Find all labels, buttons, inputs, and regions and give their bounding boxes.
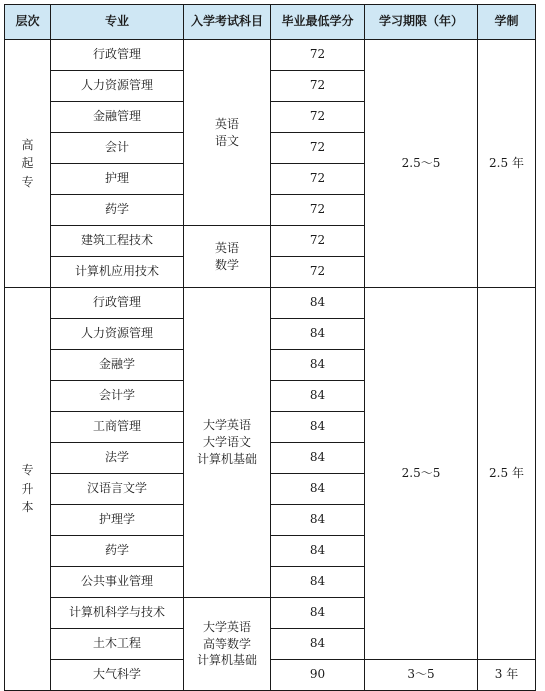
credits-cell: 84 <box>271 443 365 474</box>
major-cell: 护理学 <box>51 505 184 536</box>
major-cell: 药学 <box>51 195 184 226</box>
major-cell: 工商管理 <box>51 412 184 443</box>
major-cell: 人力资源管理 <box>51 71 184 102</box>
study-period-cell: 3～5 <box>365 660 478 691</box>
credits-cell: 72 <box>271 226 365 257</box>
major-cell: 护理 <box>51 164 184 195</box>
credits-cell: 72 <box>271 257 365 288</box>
credits-cell: 84 <box>271 350 365 381</box>
header-level: 层次 <box>5 5 51 40</box>
major-cell: 计算机科学与技术 <box>51 598 184 629</box>
subjects-cell: 大学英语 高等数学 计算机基础 <box>184 598 271 691</box>
credits-cell: 84 <box>271 629 365 660</box>
credits-cell: 84 <box>271 505 365 536</box>
subjects-cell: 大学英语 大学语文 计算机基础 <box>184 288 271 598</box>
header-min-credits: 毕业最低学分 <box>271 5 365 40</box>
credits-cell: 84 <box>271 474 365 505</box>
credits-cell: 84 <box>271 381 365 412</box>
table-row <box>5 40 536 71</box>
major-cell: 金融学 <box>51 350 184 381</box>
major-cell: 人力资源管理 <box>51 319 184 350</box>
major-cell: 计算机应用技术 <box>51 257 184 288</box>
major-cell: 会计 <box>51 133 184 164</box>
subjects-cell: 英语 数学 <box>184 226 271 288</box>
major-cell: 建筑工程技术 <box>51 226 184 257</box>
level-cell: 高 起 专 <box>5 40 51 288</box>
credits-cell: 72 <box>271 40 365 71</box>
credits-cell: 84 <box>271 319 365 350</box>
major-cell: 药学 <box>51 536 184 567</box>
credits-cell: 72 <box>271 164 365 195</box>
major-cell: 大气科学 <box>51 660 184 691</box>
study-period-cell: 2.5～5 <box>365 40 478 288</box>
credits-cell: 84 <box>271 536 365 567</box>
schooling-cell: 3 年 <box>478 660 536 691</box>
major-cell: 汉语言文学 <box>51 474 184 505</box>
major-cell: 土木工程 <box>51 629 184 660</box>
credits-cell: 72 <box>271 195 365 226</box>
schooling-cell: 2.5 年 <box>478 288 536 660</box>
credits-cell: 84 <box>271 598 365 629</box>
subjects-cell: 英语 语文 <box>184 40 271 226</box>
header-major: 专业 <box>51 5 184 40</box>
major-cell: 行政管理 <box>51 40 184 71</box>
major-cell: 法学 <box>51 443 184 474</box>
header-study-period: 学习期限（年） <box>365 5 478 40</box>
major-cell: 金融管理 <box>51 102 184 133</box>
program-table <box>4 4 536 691</box>
major-cell: 会计学 <box>51 381 184 412</box>
schooling-cell: 2.5 年 <box>478 40 536 288</box>
header-row <box>5 5 536 40</box>
credits-cell: 84 <box>271 288 365 319</box>
credits-cell: 90 <box>271 660 365 691</box>
credits-cell: 72 <box>271 102 365 133</box>
major-cell: 行政管理 <box>51 288 184 319</box>
major-cell: 公共事业管理 <box>51 567 184 598</box>
credits-cell: 84 <box>271 567 365 598</box>
credits-cell: 84 <box>271 412 365 443</box>
credits-cell: 72 <box>271 133 365 164</box>
level-cell: 专 升 本 <box>5 288 51 691</box>
credits-cell: 72 <box>271 71 365 102</box>
study-period-cell: 2.5～5 <box>365 288 478 660</box>
header-subjects: 入学考试科目 <box>184 5 271 40</box>
header-schooling: 学制 <box>478 5 536 40</box>
table-row <box>5 288 536 319</box>
